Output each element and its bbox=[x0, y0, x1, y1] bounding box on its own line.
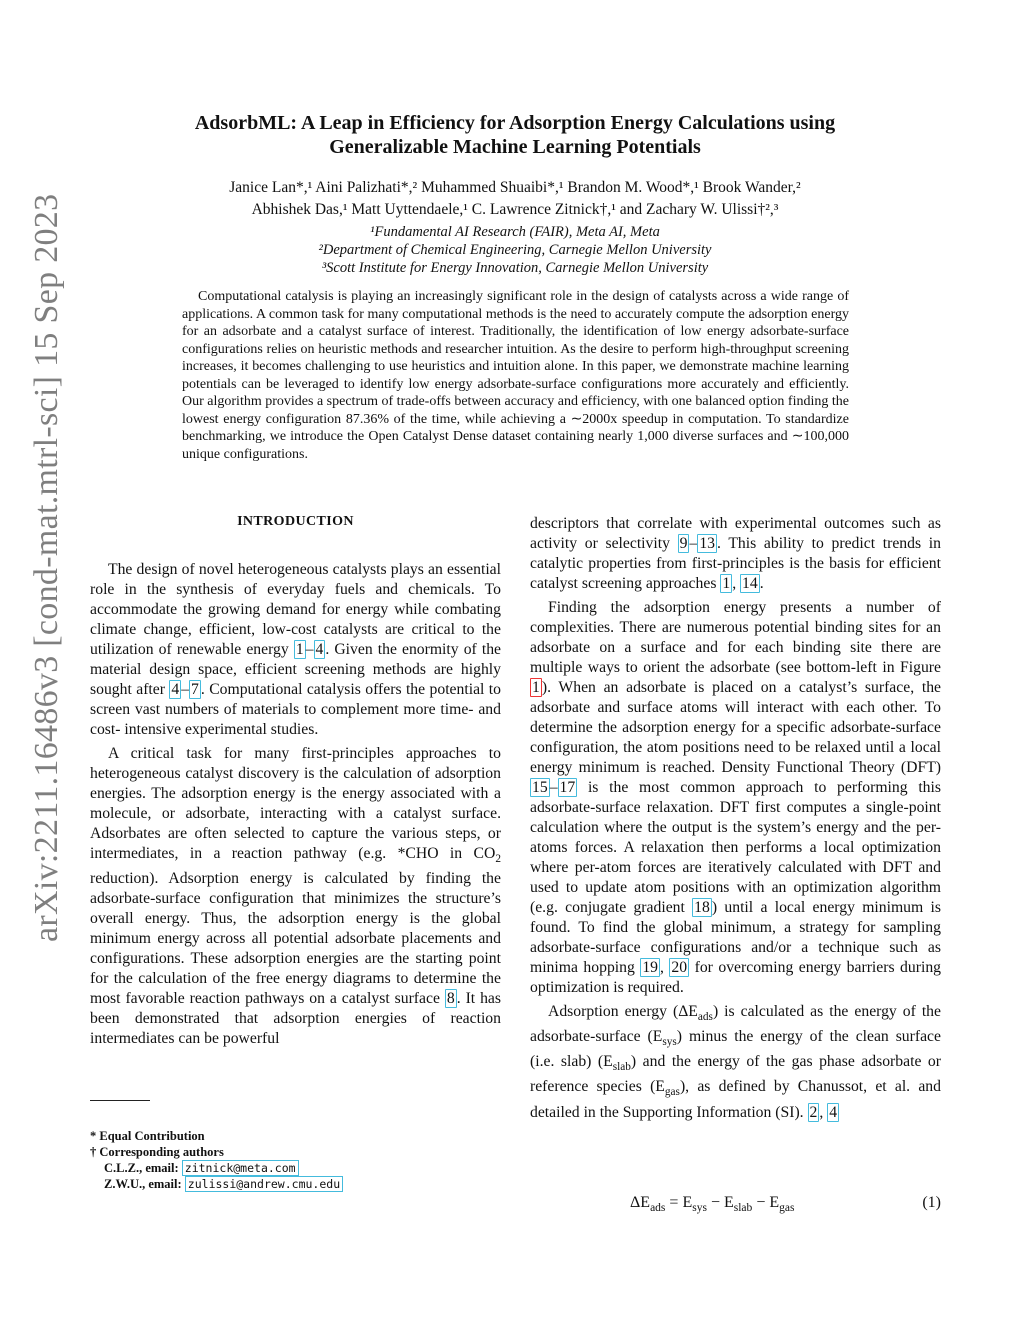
text-run: ) until a local energy minimum is found. To find the global minimum, a strategy for sampling adsorbate-surface configurations and/or a technique such as minima hopping bbox=[530, 899, 941, 976]
eq-term: ΔE bbox=[630, 1194, 651, 1211]
title-line-2: Generalizable Machine Learning Potentials bbox=[329, 136, 701, 158]
citation-number: 2 bbox=[809, 1103, 818, 1121]
citation-link[interactable] bbox=[189, 680, 201, 699]
text-run: . bbox=[759, 575, 764, 592]
citation-separator: – bbox=[181, 681, 190, 698]
email-link[interactable]: zulissi@andrew.cmu.edu bbox=[185, 1176, 343, 1192]
citation-number: 1 bbox=[295, 641, 304, 658]
footnote-email-clz bbox=[90, 1160, 510, 1176]
citation-number: 4 bbox=[829, 1103, 838, 1121]
equation-number: (1) bbox=[922, 1194, 941, 1211]
citation-separator: – bbox=[549, 779, 558, 796]
affiliation-3: ³Scott Institute for Energy Innovation, Carnegie Mellon University bbox=[321, 260, 709, 276]
text-run: reduction). Adsorption energy is calculated by finding the adsorbate-surface configuration that minimizes the structure’s overall energy. Thus, the adsorption energy is the global minimum energy across all potential adsorbate placements and configurations. These adsorption energies are the starting point for the calculation of the free energy diagrams to determine the most favorable reaction pathways on a catalyst surface bbox=[90, 870, 501, 1008]
text-run: . Given the enormity of the material design space, efficient screening methods are highly sought after bbox=[90, 641, 501, 698]
citation-number: 14 bbox=[742, 575, 758, 592]
text-run: descriptors that correlate with experimental outcomes such as activity or selectivity bbox=[530, 515, 941, 552]
text-run: ) is calculated as the energy of the adsorbate-surface (E bbox=[530, 1003, 941, 1046]
email-link[interactable]: zitnick@meta.com bbox=[182, 1160, 299, 1176]
text-run: for overcoming energy barriers during optimization is required. bbox=[530, 959, 942, 996]
footnote-corresponding: † Corresponding authors bbox=[90, 1145, 224, 1159]
citation-separator: – bbox=[305, 641, 314, 658]
email-label: Z.W.U., email: bbox=[104, 1177, 185, 1191]
left-column bbox=[90, 512, 501, 1049]
right-paragraph-1 bbox=[530, 514, 941, 594]
arxiv-identifier-stamp: arXiv:2211.16486v3 [cond-mat.mtrl-sci] 15 Sep 2023 bbox=[28, 193, 65, 942]
citation-link[interactable] bbox=[294, 640, 306, 659]
citation-link[interactable] bbox=[740, 574, 760, 593]
citation-link[interactable] bbox=[530, 778, 550, 797]
figure-number: 1 bbox=[532, 679, 540, 696]
equation-body bbox=[630, 1194, 794, 1214]
eq-subscript: ads bbox=[650, 1202, 666, 1215]
citation-number: 8 bbox=[446, 990, 455, 1008]
citation-link[interactable] bbox=[808, 1103, 820, 1122]
abstract bbox=[182, 288, 849, 463]
citation-number: 7 bbox=[191, 681, 199, 698]
citation-number: 19 bbox=[642, 959, 659, 976]
footnotes bbox=[90, 1128, 510, 1192]
citation-number: 15 bbox=[532, 779, 548, 796]
eq-subscript: sys bbox=[692, 1202, 707, 1215]
text-run: . Computational catalysis offers the potential to screen vast numbers of materials to complement more time- and cost- intensive experimental studies. bbox=[90, 681, 501, 738]
text-run: . It has been demonstrated that adsorption energies of reaction intermediates can be powerful bbox=[90, 990, 501, 1048]
text-run: . This ability to predict trends in catalytic properties from first-principles is the basis for efficient catalyst screening approaches bbox=[530, 535, 941, 592]
affiliations bbox=[180, 223, 850, 277]
intro-paragraph-2 bbox=[90, 744, 501, 1049]
authors-line-1: Janice Lan*,¹ Aini Palizhati*,² Muhammed Shuaibi*,¹ Brandon M. Wood*,¹ Brook Wander,² bbox=[229, 179, 801, 196]
eq-subscript: slab bbox=[733, 1202, 753, 1215]
figure-link[interactable] bbox=[530, 678, 542, 697]
subscript: gas bbox=[664, 1086, 680, 1099]
intro-paragraph-1 bbox=[90, 560, 501, 740]
subscript: slab bbox=[612, 1061, 631, 1074]
eq-term: − E bbox=[752, 1194, 780, 1211]
text-run: Adsorption energy (ΔE bbox=[548, 1003, 698, 1020]
eq-subscript: gas bbox=[779, 1202, 795, 1215]
right-paragraph-3 bbox=[530, 1002, 941, 1123]
text-run: ), as defined by Chanussot, et al. and detailed in the Supporting Information (SI). bbox=[530, 1078, 941, 1121]
citation-link[interactable] bbox=[558, 778, 578, 797]
text-run: The design of novel heterogeneous catalysts plays an essential role in the synthesis of everyday fuels and chemicals. To accommodate the growing demand for energy while combating climate change, efficient, low-cost catalysts are critical to the utilization of renewable energy bbox=[90, 561, 501, 658]
subscript: ads bbox=[697, 1011, 713, 1024]
citation-number: 18 bbox=[694, 899, 710, 916]
citation-number: 13 bbox=[699, 535, 715, 552]
citation-link[interactable] bbox=[169, 680, 181, 699]
paper-title bbox=[120, 111, 910, 159]
authors-line-2: Abhishek Das,¹ Matt Uyttendaele,¹ C. Lawrence Zitnick†,¹ and Zachary W. Ulissi†²,³ bbox=[251, 201, 779, 218]
citation-number: 17 bbox=[559, 779, 576, 796]
right-column bbox=[530, 514, 941, 1123]
citation-separator: , bbox=[660, 959, 670, 976]
section-heading-introduction: INTRODUCTION bbox=[237, 514, 354, 529]
citation-separator: , bbox=[819, 1103, 828, 1121]
citation-number: 4 bbox=[315, 641, 324, 658]
subscript: 2 bbox=[495, 853, 501, 866]
email-label: C.L.Z., email: bbox=[104, 1161, 182, 1175]
title-line-1: AdsorbML: A Leap in Efficiency for Adsorption Energy Calculations using bbox=[194, 112, 836, 134]
citation-link[interactable] bbox=[720, 574, 732, 593]
citation-number: 9 bbox=[679, 535, 688, 552]
right-paragraph-2 bbox=[530, 598, 941, 998]
abstract-text: Computational catalysis is playing an increasingly significant role in the design of catalysts across a wide range of applications. A common task for many computational methods is the need to accurately compute the adsorption energy for an adsorbate and a catalyst surface of interest. Traditionally, the identification of low energy adsorbate-surface configurations relies on heuristic methods and researcher intuition. As the desire to perform high-throughput screening increases, it becomes challenging to use heuristics and intuition alone. In this paper, we demonstrate machine learning potentials can be leveraged to identify low energy adsorbate-surface configurations more accurately and efficiently. Our algorithm provides a spectrum of trade-offs between accuracy and efficiency, with one balanced option finding the lowest energy configuration 87.36% of the time, while achieving a ∼2000x speedup in computation. To standardize benchmarking, we introduce the Open Catalyst Dense dataset containing nearly 1,000 diverse surfaces and ∼100,000 unique configurations. bbox=[182, 289, 849, 462]
citation-link[interactable] bbox=[445, 989, 457, 1008]
footnote-divider bbox=[90, 1100, 150, 1101]
text-run: is the most common approach to performing this adsorbate-surface relaxation. DFT first computes a single-point calculation where the output is the system’s energy and the per-atoms forces. A relaxation then performs a local optimization where per-atom forces are iteratively calculated with DFT and used to update atom positions with an optimization algorithm (e.g. conjugate gradient bbox=[530, 779, 941, 916]
text-run: Finding the adsorption energy presents a number of complexities. There are numerous potential binding sites for an adsorbate on a surface and for each binding site there are multiple ways to orient the adsorbate (see bottom-left in Figure bbox=[530, 599, 941, 676]
citation-link[interactable] bbox=[692, 898, 712, 917]
text-run: A critical task for many first-principles approaches to heterogeneous catalyst discovery is the calculation of adsorption energies. The adsorption energy is the energy associated with a molecule, or adsorbate, interacting with a catalyst surface. Adsorbates are often selected to capture the various steps, or intermediates, in a reaction pathway (e.g. *CHO in CO bbox=[90, 745, 501, 862]
text-run: ) minus the energy of the clean surface (i.e. slab) (E bbox=[530, 1028, 941, 1071]
footnote-equal-contribution: * Equal Contribution bbox=[90, 1129, 205, 1143]
citation-link[interactable] bbox=[314, 640, 326, 659]
text-run: ) and the energy of the gas phase adsorbate or reference species (E bbox=[530, 1053, 941, 1096]
eq-term: − E bbox=[706, 1194, 734, 1211]
citation-link[interactable] bbox=[640, 958, 660, 977]
citation-link[interactable] bbox=[827, 1103, 839, 1122]
citation-number: 20 bbox=[671, 959, 688, 976]
footnote-email-zwu bbox=[90, 1176, 510, 1192]
affiliation-2: ²Department of Chemical Engineering, Carnegie Mellon University bbox=[318, 242, 712, 258]
citation-link[interactable] bbox=[678, 534, 690, 553]
author-list bbox=[140, 177, 890, 221]
citation-separator: – bbox=[689, 535, 698, 552]
affiliation-1: ¹Fundamental AI Research (FAIR), Meta AI, Meta bbox=[370, 224, 660, 240]
citation-link[interactable] bbox=[669, 958, 689, 977]
eq-term: = E bbox=[665, 1194, 693, 1211]
citation-link[interactable] bbox=[697, 534, 717, 553]
citation-number: 4 bbox=[171, 681, 180, 698]
citation-separator: , bbox=[732, 575, 741, 592]
citation-number: 1 bbox=[722, 575, 731, 592]
text-run: ). When an adsorbate is placed on a catalyst’s surface, the adsorbate and surface atoms will interact with each other. To determine the adsorption energy for a specific adsorbate-surface configuration, the atom positions need to be relaxed until a local energy minimum is reached. Density Functional Theory (DFT) bbox=[530, 679, 941, 776]
subscript: sys bbox=[662, 1036, 677, 1049]
